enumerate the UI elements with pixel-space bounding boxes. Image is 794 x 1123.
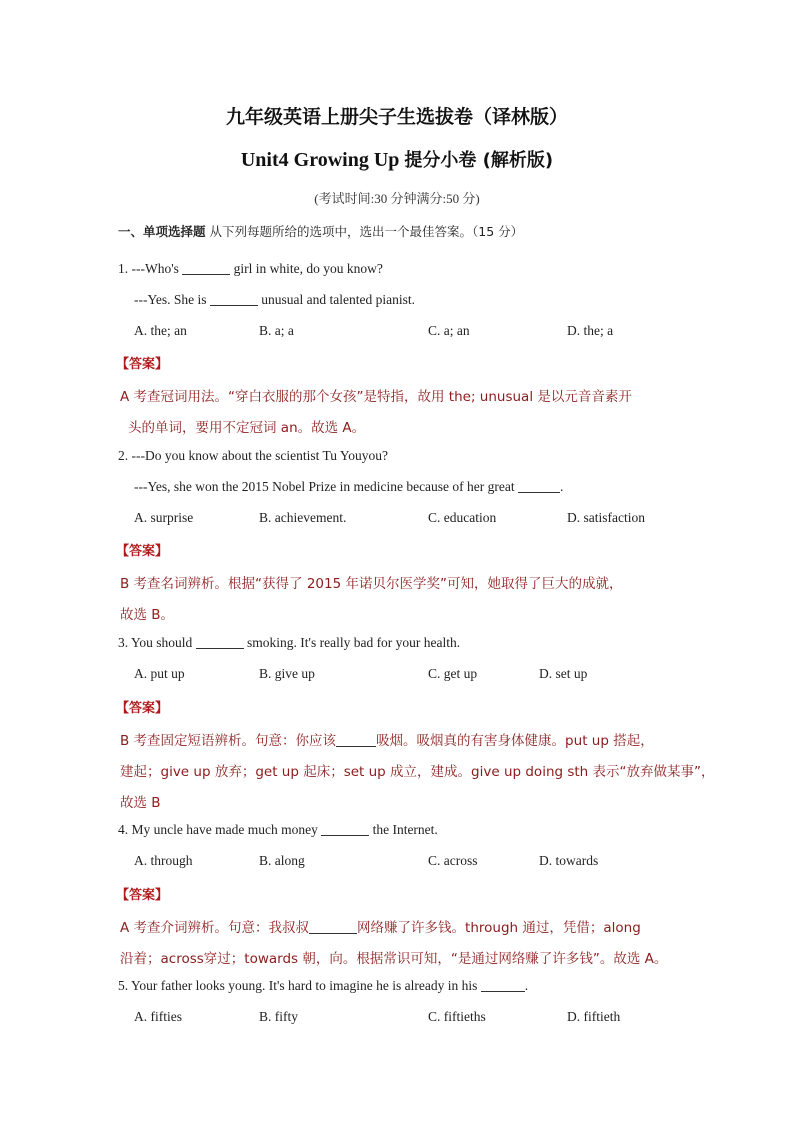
answer-blank [196,636,244,649]
option-b: B. achievement. [259,510,347,525]
exam-info: (考试时间:30 分钟满分:50 分) [314,191,480,206]
question-text: the Internet. [372,822,438,837]
question-text: . [560,479,564,494]
question-text: 1. ---Who's [118,261,179,276]
explanation: 建起；give up 放弃；get up 起床；set up 成立，建成。give up doing sth 表示“放弃做某事”， [120,764,715,780]
question-5 [118,978,528,994]
explanation: 头的单词，要用不定冠词 an。故选 A。 [128,420,366,436]
option-c: C. a; an [428,323,470,338]
section-instruction: 从下列每题所给的选项中，选出一个最佳答案。（15 分） [209,224,524,239]
answer-blank [321,823,369,836]
answer-blank [336,734,376,747]
question-text: unusual and talented pianist. [261,292,415,307]
option-b: B. along [259,853,305,868]
answer-blank [182,262,230,275]
option-b: B. fifty [259,1009,298,1024]
option-d: D. fiftieth [567,1009,621,1024]
unit-title-cn: 提分小卷 (解析版) [404,150,554,171]
explanation: A 考查冠词用法。“穿白衣服的那个女孩”是特指，故用 the; unusual 是以元音音素开 [120,389,632,405]
option-c: C. fiftieths [428,1009,486,1024]
explanation: B 考查名词辨析。根据“获得了 2015 年诺贝尔医学奖”可知，她取得了巨大的成就， [120,576,623,592]
unit-title [0,146,794,172]
option-b: B. a; a [259,323,294,338]
question-text: smoking. It's really bad for your health. [247,635,461,650]
explanation-text: A 考查介词辨析。句意：我叔叔 [120,920,310,936]
answer-tag: 【答案】 [116,544,169,559]
paper-title: 九年级英语上册尖子生选拔卷（译林版） [225,106,568,128]
explanation-text: 吸烟。吸烟真的有害身体健康。put up 搭起， [376,733,654,749]
answer-blank [481,979,525,992]
question-3 [118,635,460,651]
section-title: 一、单项选择题 [118,224,206,239]
question-4 [118,822,438,838]
question-text: girl in white, do you know? [233,261,383,276]
answer-tag: 【答案】 [116,701,169,716]
question-2: 2. ---Do you know about the scientist Tu Youyou? [118,448,389,463]
question-1 [118,261,383,277]
question-text: 5. Your father looks young. It's hard to imagine he is already in his [118,978,478,993]
option-a: A. put up [134,666,185,681]
option-a: A. fifties [134,1009,182,1024]
explanation [120,729,654,749]
explanation-text: 网络赚了许多钱。through 通过，凭借；along [357,920,641,936]
answer-blank [309,921,357,934]
option-c: C. across [428,853,478,868]
explanation: 故选 B。 [120,607,175,623]
question-2-reply [134,479,563,495]
explanation: 故选 B [120,795,161,811]
option-d: D. the; a [567,323,614,338]
option-d: D. towards [539,853,599,868]
option-c: C. get up [428,666,478,681]
option-d: D. satisfaction [567,510,645,525]
option-c: C. education [428,510,497,525]
answer-tag: 【答案】 [116,357,169,372]
option-a: A. through [134,853,193,868]
answer-blank [518,480,560,493]
question-text: ---Yes, she won the 2015 Nobel Prize in medicine because of her great [134,479,515,494]
question-1-reply [134,292,415,308]
answer-blank [210,293,258,306]
question-text: 3. You should [118,635,193,650]
question-text: ---Yes. She is [134,292,207,307]
question-text: 4. My uncle have made much money [118,822,318,837]
section-heading [118,222,523,240]
question-text: . [524,978,529,993]
explanation [120,916,641,936]
option-a: A. surprise [134,510,194,525]
option-a: A. the; an [134,323,187,338]
explanation: 沿着；across穿过；towards 朝，向。根据常识可知，“是通过网络赚了许多钱”。故选 A。 [120,951,668,967]
explanation-text: B 考查固定短语辨析。句意：你应该 [120,733,337,749]
unit-title-en: Unit4 Growing Up [240,149,400,171]
answer-tag: 【答案】 [116,888,169,903]
option-d: D. set up [539,666,588,681]
option-b: B. give up [259,666,315,681]
